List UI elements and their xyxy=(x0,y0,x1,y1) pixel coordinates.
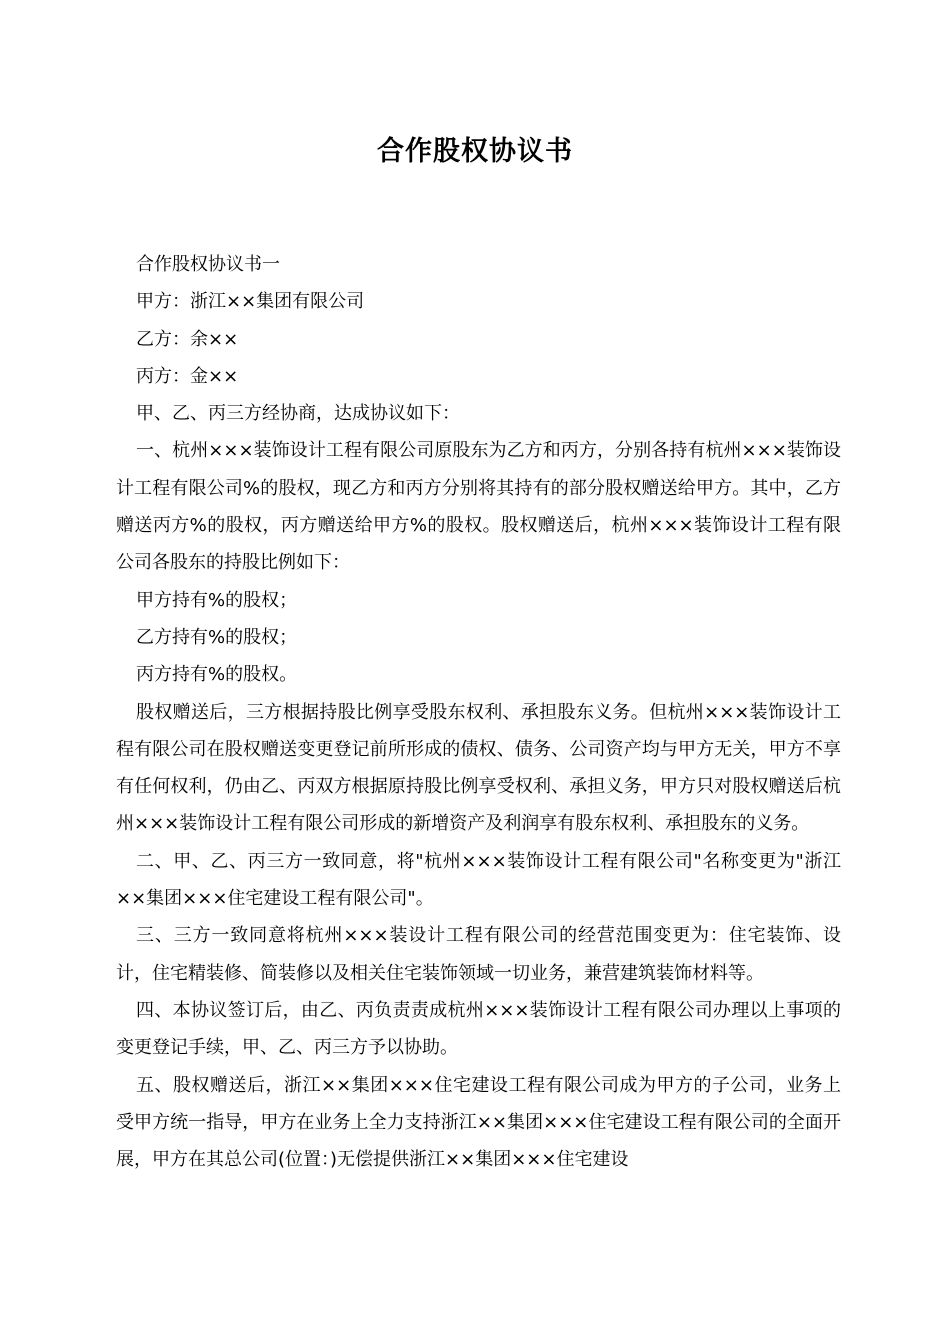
clause-5: 五、股权赠送后，浙江××集团×××住宅建设工程有限公司成为甲方的子公司，业务上受甲方统一指导，甲方在业务上全力支持浙江××集团×××住宅建设工程有限公司的全面开展，甲方在其总公司(位置：)无偿提供浙江××集团×××住宅建设 xyxy=(116,1074,841,1171)
clause-1: 一、杭州×××装饰设计工程有限公司原股东为乙方和丙方，分别各持有杭州×××装饰设计工程有限公司%的股权，现乙方和丙方分别将其持有的部分股权赠送给甲方。其中，乙方赠送丙方%的股权，丙方赠送给甲方%的股权。股权赠送后，杭州×××装饰设计工程有限公司各股东的持股比例如下： xyxy=(116,440,841,574)
clause-4: 四、本协议签订后，由乙、丙负责责成杭州×××装饰设计工程有限公司办理以上事项的变更登记手续，甲、乙、丙三方予以协助。 xyxy=(116,999,841,1059)
share-party-c: 丙方持有%的股权。 xyxy=(136,664,298,686)
clause-1-rights: 股权赠送后，三方根据持股比例享受股东权利、承担股东义务。但杭州×××装饰设计工程有限公司在股权赠送变更登记前所形成的债权、债务、公司资产均与甲方无关，甲方不享有任何权利，仍由乙、丙双方根据原持股比例享受权利、承担义务，甲方只对股权赠送后杭州×××装饰设计工程有限公司形成的新增资产及利润享有股东权利、承担股东的义务。 xyxy=(116,701,841,835)
document-body xyxy=(116,246,841,1178)
party-a-line: 甲方：浙江××集团有限公司 xyxy=(136,291,365,313)
clause-3: 三、三方一致同意将杭州×××装设计工程有限公司的经营范围变更为：住宅装饰、设计，住宅精装修、简装修以及相关住宅装饰领域一切业务，兼营建筑装饰材料等。 xyxy=(116,925,841,984)
subtitle-line: 合作股权协议书一 xyxy=(136,254,280,275)
clause-2: 二、甲、乙、丙三方一致同意，将"杭州×××装饰设计工程有限公司"名称变更为"浙江××集团×××住宅建设工程有限公司"。 xyxy=(116,850,841,910)
agreement-intro: 甲、乙、丙三方经协商，达成协议如下： xyxy=(136,403,460,425)
party-c-line: 丙方：金×× xyxy=(136,365,239,387)
share-party-a: 甲方持有%的股权； xyxy=(136,589,298,611)
party-b-line: 乙方：余×× xyxy=(136,328,239,350)
document-title: 合作股权协议书 xyxy=(377,136,573,167)
share-party-b: 乙方持有%的股权； xyxy=(136,626,298,648)
